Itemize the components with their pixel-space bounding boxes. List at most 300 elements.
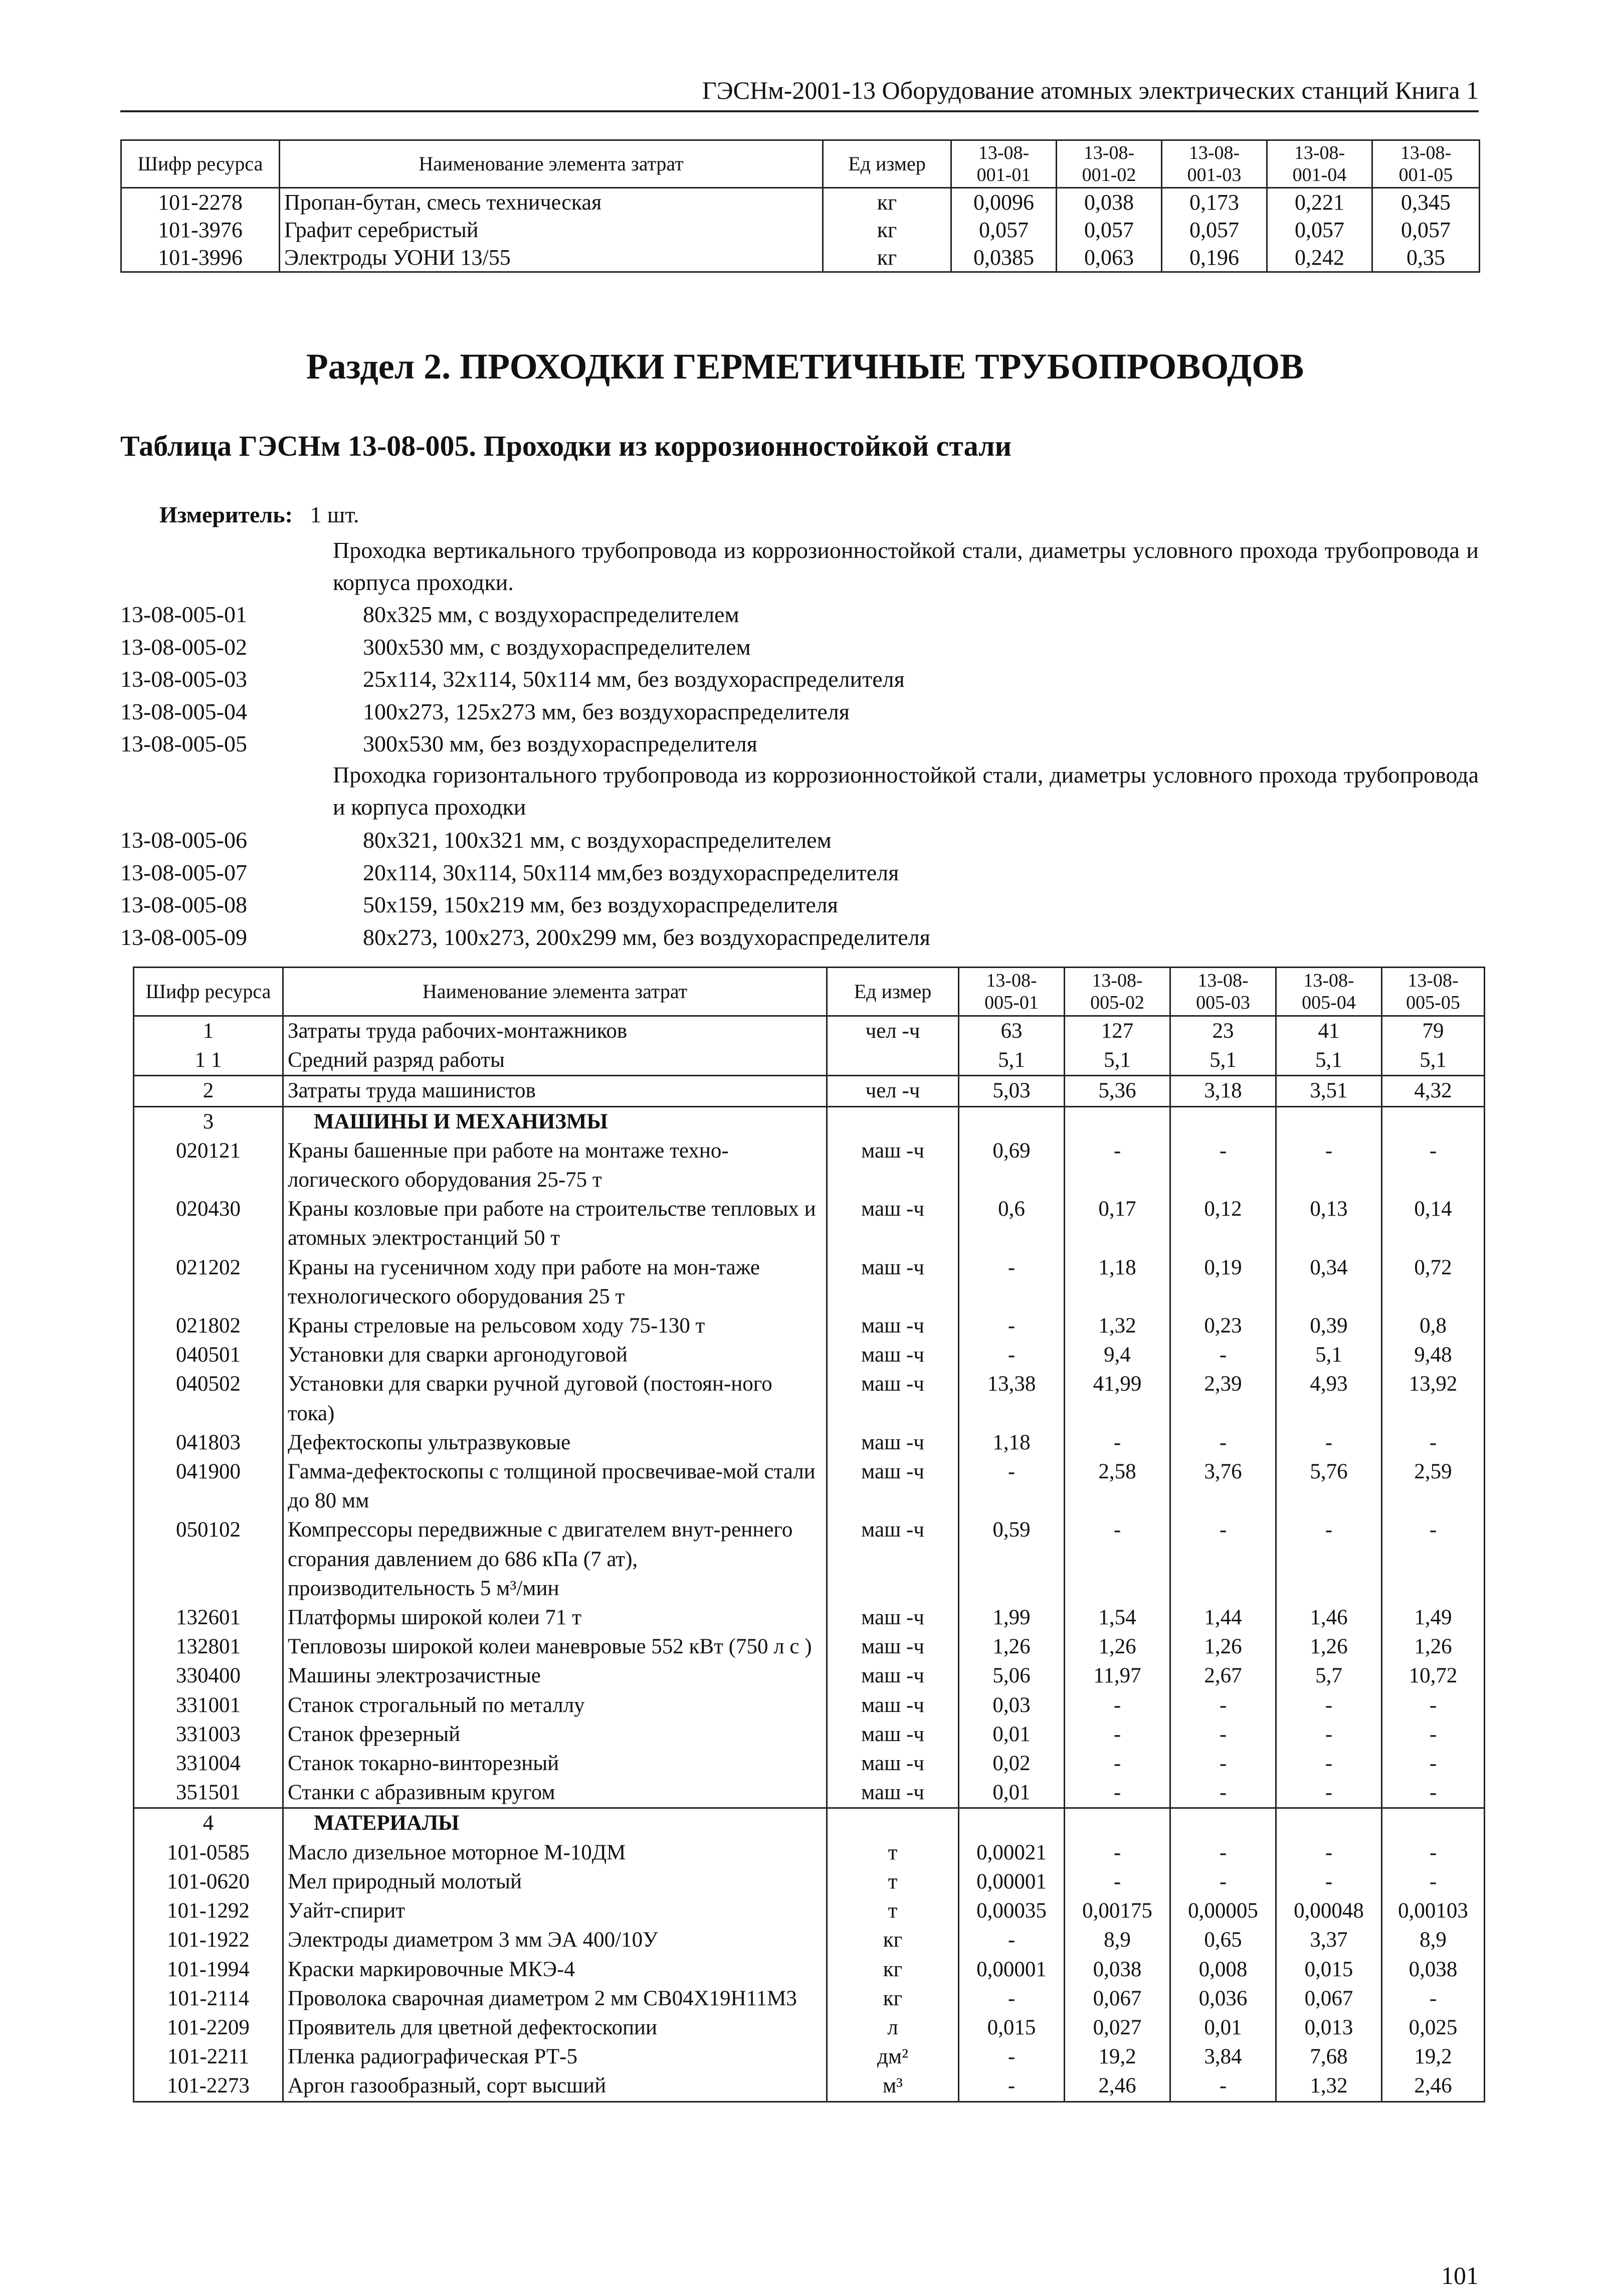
resource-code: 101-2273 — [134, 2071, 283, 2101]
resource-name: Дефектоскопы ультразвуковые — [283, 1428, 827, 1457]
resource-name: Средний разряд работы — [283, 1046, 827, 1076]
resource-unit: маш -ч — [827, 1515, 959, 1603]
norm-value: 0,063 — [1057, 244, 1162, 272]
norm-code: 13-08-005-04 — [120, 698, 247, 724]
resource-code: 101-2209 — [134, 2013, 283, 2042]
page-number: 101 — [1441, 2261, 1479, 2289]
resource-code: 101-0585 — [134, 1838, 283, 1867]
norm-value: 41,99 — [1065, 1370, 1170, 1428]
col-norm-header: 13-08- 005-05 — [1382, 968, 1485, 1016]
table-row — [134, 1515, 1485, 1603]
resource-name: Установки для сварки аргонодуговой — [283, 1341, 827, 1370]
resource-code: 2 — [134, 1076, 283, 1106]
norm-text: 300х530 мм, с воздухораспределителем — [363, 634, 751, 660]
norm-value — [959, 1106, 1065, 1136]
resource-code: 1 — [134, 1016, 283, 1046]
table-row — [134, 1136, 1485, 1195]
norm-text: 80х321, 100х321 мм, с воздухораспределителем — [363, 827, 832, 853]
norm-value: - — [1065, 1428, 1170, 1457]
norm-value: 0,72 — [1382, 1253, 1485, 1311]
norm-value: 0,03 — [959, 1691, 1065, 1720]
norm-value: - — [1276, 1778, 1382, 1808]
resource-code: 331003 — [134, 1720, 283, 1749]
norm-value: 0,23 — [1170, 1311, 1276, 1341]
norm-text: 25х114, 32х114, 50х114 мм, без воздухораспределителя — [363, 666, 905, 692]
norm-value — [959, 1808, 1065, 1838]
resource-code: 101-2211 — [134, 2042, 283, 2071]
norm-value: 1,32 — [1065, 1311, 1170, 1341]
norm-value — [1382, 1106, 1485, 1136]
resource-name: Машины электрозачистные — [283, 1661, 827, 1690]
norm-value: 0,036 — [1170, 1984, 1276, 2013]
norm-value: 1,18 — [1065, 1253, 1170, 1311]
table-row — [134, 1370, 1485, 1428]
norm-value: 0,038 — [1382, 1955, 1485, 1984]
norm-value: - — [1170, 1515, 1276, 1603]
resource-unit: л — [827, 2013, 959, 2042]
resource-unit: маш -ч — [827, 1749, 959, 1778]
table-row — [134, 1749, 1485, 1778]
norm-value: 4,93 — [1276, 1370, 1382, 1428]
table-row — [134, 1076, 1485, 1106]
resource-name: Станок строгальный по металлу — [283, 1691, 827, 1720]
norm-value: 0,01 — [1170, 2013, 1276, 2042]
norm-value: 0,00005 — [1170, 1896, 1276, 1926]
resource-code: 101-2114 — [134, 1984, 283, 2013]
resource-unit: кг — [823, 244, 951, 272]
norm-value: 19,2 — [1065, 2042, 1170, 2071]
table-row — [134, 1691, 1485, 1720]
norm-value: 0,14 — [1382, 1195, 1485, 1253]
norm-value: 1,46 — [1276, 1603, 1382, 1632]
col-unit-header: Ед измер — [827, 968, 959, 1016]
resource-name: МАТЕРИАЛЫ — [283, 1808, 827, 1838]
resource-code: 050102 — [134, 1515, 283, 1603]
resource-code: 331001 — [134, 1691, 283, 1720]
resource-unit: кг — [827, 1926, 959, 1955]
norm-value: 0,008 — [1170, 1955, 1276, 1984]
table-title: Таблица ГЭСНм 13-08-005. Проходки из коррозионностойкой стали — [120, 430, 1012, 462]
resource-name: Станок токарно-винторезный — [283, 1749, 827, 1778]
norm-value: - — [1065, 1691, 1170, 1720]
norm-value: 0,69 — [959, 1136, 1065, 1195]
table-row — [134, 1428, 1485, 1457]
norm-value: 0,00103 — [1382, 1896, 1485, 1926]
norm-value: 7,68 — [1276, 2042, 1382, 2071]
norm-value: 5,7 — [1276, 1661, 1382, 1690]
norm-value: 2,39 — [1170, 1370, 1276, 1428]
resource-unit: маш -ч — [827, 1778, 959, 1808]
resource-name: Компрессоры передвижные с двигателем внут-реннего сгорания давлением до 686 кПа (7 ат), производительность 5 м³/мин — [283, 1515, 827, 1603]
resource-unit — [827, 1046, 959, 1076]
norm-value: - — [1170, 1428, 1276, 1457]
resource-code: 3 — [134, 1106, 283, 1136]
norm-value: - — [959, 1341, 1065, 1370]
resource-name: Затраты труда машинистов — [283, 1076, 827, 1106]
norm-value: - — [959, 1253, 1065, 1311]
norm-value: 0,34 — [1276, 1253, 1382, 1311]
norm-value: 0,8 — [1382, 1311, 1485, 1341]
norm-value: 5,1 — [1276, 1046, 1382, 1076]
norm-value: 0,65 — [1170, 1926, 1276, 1955]
norm-value: - — [1065, 1749, 1170, 1778]
table-row — [134, 1984, 1485, 2013]
norm-entry — [120, 857, 899, 889]
norm-value: 5,36 — [1065, 1076, 1170, 1106]
norm-value: 0,0385 — [951, 244, 1057, 272]
table-row — [121, 216, 1480, 244]
resource-name: Краны башенные при работе на монтаже техно-логического оборудования 25-75 т — [283, 1136, 827, 1195]
resource-name: Аргон газообразный, сорт высший — [283, 2071, 827, 2101]
norm-value: 0,00048 — [1276, 1896, 1382, 1926]
resource-name: Тепловозы широкой колеи маневровые 552 кВт (750 л с ) — [283, 1632, 827, 1661]
resource-code: 132801 — [134, 1632, 283, 1661]
table-row — [134, 1046, 1485, 1076]
col-norm-header: 13-08- 005-04 — [1276, 968, 1382, 1016]
norm-value: 0,345 — [1372, 188, 1480, 217]
table-row — [134, 1778, 1485, 1808]
norm-value: 9,48 — [1382, 1341, 1485, 1370]
norm-value: 0,038 — [1057, 188, 1162, 217]
norm-text: 50х159, 150х219 мм, без воздухораспределителя — [363, 892, 838, 917]
table-row — [134, 1253, 1485, 1311]
resource-unit: маш -ч — [827, 1632, 959, 1661]
norm-value: 2,46 — [1065, 2071, 1170, 2101]
norm-value: 0,00001 — [959, 1867, 1065, 1896]
resource-unit: маш -ч — [827, 1341, 959, 1370]
table-row — [134, 1341, 1485, 1370]
resource-code: 101-3996 — [121, 244, 280, 272]
norm-entry — [120, 889, 838, 921]
norm-value: - — [959, 1926, 1065, 1955]
norm-value: 5,1 — [1170, 1046, 1276, 1076]
resource-name: МАШИНЫ И МЕХАНИЗМЫ — [283, 1106, 827, 1136]
norm-value: - — [1065, 1720, 1170, 1749]
norm-value: - — [959, 1984, 1065, 2013]
norm-value: - — [1276, 1749, 1382, 1778]
norm-value: - — [959, 2071, 1065, 2101]
table-row — [134, 1632, 1485, 1661]
resource-code: 020121 — [134, 1136, 283, 1195]
norm-value: 3,84 — [1170, 2042, 1276, 2071]
measure-unit: Измеритель: 1 шт. — [159, 502, 359, 527]
norm-value: - — [1170, 1720, 1276, 1749]
norm-code: 13-08-005-01 — [120, 602, 247, 627]
norm-text: 80х325 мм, с воздухораспределителем — [363, 602, 739, 627]
norm-value: 8,9 — [1065, 1926, 1170, 1955]
table-row — [134, 2013, 1485, 2042]
resource-code: 351501 — [134, 1778, 283, 1808]
norm-value: 1,26 — [1382, 1632, 1485, 1661]
norm-value: 0,242 — [1267, 244, 1372, 272]
table-row — [134, 1603, 1485, 1632]
resource-unit: маш -ч — [827, 1195, 959, 1253]
norm-value: 13,92 — [1382, 1370, 1485, 1428]
norm-value: 5,06 — [959, 1661, 1065, 1690]
norm-value: - — [1170, 1691, 1276, 1720]
resource-code: 021202 — [134, 1253, 283, 1311]
resource-unit: чел -ч — [827, 1016, 959, 1046]
norm-value: 2,67 — [1170, 1661, 1276, 1690]
norm-value: - — [1170, 1838, 1276, 1867]
norm-value: 0,057 — [1267, 216, 1372, 244]
resource-unit: маш -ч — [827, 1691, 959, 1720]
col-norm-header: 13-08- 001-04 — [1267, 140, 1372, 188]
norm-value: 0,038 — [1065, 1955, 1170, 1984]
description-horizontal: Проходка горизонтального трубопровода из коррозионностойкой стали, диаметры условного прохода трубопровода и корпуса проходки — [333, 762, 1479, 820]
norm-value: - — [1382, 1749, 1485, 1778]
norm-value: - — [1382, 1691, 1485, 1720]
norm-value: - — [1065, 1867, 1170, 1896]
norm-value: 1,26 — [959, 1632, 1065, 1661]
resource-code: 040502 — [134, 1370, 283, 1428]
table-row — [134, 1955, 1485, 1984]
resource-unit: маш -ч — [827, 1457, 959, 1515]
norm-value: - — [1065, 1515, 1170, 1603]
table-header-row — [134, 968, 1485, 1016]
table-row — [121, 244, 1480, 272]
resource-name: Затраты труда рабочих-монтажников — [283, 1016, 827, 1046]
norm-value: - — [1276, 1720, 1382, 1749]
resource-name: Установки для сварки ручной дуговой (постоян-ного тока) — [283, 1370, 827, 1428]
resource-name: Краски маркировочные МКЭ-4 — [283, 1955, 827, 1984]
norm-text: 300х530 мм, без воздухораспределителя — [363, 731, 757, 756]
norm-value: 1,26 — [1276, 1632, 1382, 1661]
col-norm-header: 13-08- 001-01 — [951, 140, 1057, 188]
norm-code: 13-08-005-08 — [120, 892, 247, 917]
resource-code: 101-0620 — [134, 1867, 283, 1896]
resource-name: Платформы широкой колеи 71 т — [283, 1603, 827, 1632]
norm-value: 0,221 — [1267, 188, 1372, 217]
norm-value: 0,057 — [1162, 216, 1267, 244]
norm-value: 0,00001 — [959, 1955, 1065, 1984]
resource-name: Уайт-спирит — [283, 1896, 827, 1926]
norm-value: 10,72 — [1382, 1661, 1485, 1690]
table-row — [134, 1867, 1485, 1896]
norm-value: 5,76 — [1276, 1457, 1382, 1515]
resource-unit: маш -ч — [827, 1428, 959, 1457]
norm-value: 0,067 — [1276, 1984, 1382, 2013]
resource-code: 1 1 — [134, 1046, 283, 1076]
norm-value: - — [1170, 1749, 1276, 1778]
norm-value — [1170, 1106, 1276, 1136]
resource-name: Масло дизельное моторное М-10ДМ — [283, 1838, 827, 1867]
norm-value: 1,99 — [959, 1603, 1065, 1632]
norm-value: - — [1170, 1778, 1276, 1808]
resource-unit: дм² — [827, 2042, 959, 2071]
norm-value: 5,1 — [1382, 1046, 1485, 1076]
col-norm-header: 13-08- 005-02 — [1065, 968, 1170, 1016]
norm-value: 63 — [959, 1016, 1065, 1046]
norm-entry — [120, 696, 850, 728]
norm-value: 5,03 — [959, 1076, 1065, 1106]
col-norm-header: 13-08- 001-05 — [1372, 140, 1480, 188]
resource-unit: т — [827, 1867, 959, 1896]
norm-value: - — [1382, 1428, 1485, 1457]
norm-value: 1,18 — [959, 1428, 1065, 1457]
norm-value: 3,76 — [1170, 1457, 1276, 1515]
norm-value — [1276, 1808, 1382, 1838]
col-unit-header: Ед измер — [823, 140, 951, 188]
norm-value: - — [1382, 1984, 1485, 2013]
norm-value: - — [1276, 1136, 1382, 1195]
norm-value: - — [959, 2042, 1065, 2071]
table-row — [134, 1896, 1485, 1926]
norm-value: 1,44 — [1170, 1603, 1276, 1632]
norm-value: - — [1276, 1428, 1382, 1457]
group-header-row — [134, 1106, 1485, 1136]
norm-entry — [120, 824, 832, 856]
resource-unit — [827, 1106, 959, 1136]
norm-value: 3,37 — [1276, 1926, 1382, 1955]
resource-unit: маш -ч — [827, 1311, 959, 1341]
resource-code: 101-1922 — [134, 1926, 283, 1955]
norm-text: 80х273, 100х273, 200х299 мм, без воздухораспределителя — [363, 924, 930, 950]
norm-value: 0,057 — [951, 216, 1057, 244]
col-name-header: Наименование элемента затрат — [280, 140, 823, 188]
norm-value: 23 — [1170, 1016, 1276, 1046]
norm-entry — [120, 599, 739, 631]
norm-text: 100х273, 125х273 мм, без воздухораспределителя — [363, 698, 850, 724]
norm-value: 19,2 — [1382, 2042, 1485, 2071]
col-norm-header: 13-08- 001-03 — [1162, 140, 1267, 188]
table-row — [134, 1311, 1485, 1341]
norm-value: 0,025 — [1382, 2013, 1485, 2042]
norm-value: - — [1170, 1341, 1276, 1370]
norm-value: 0,35 — [1372, 244, 1480, 272]
norm-value: 0,013 — [1276, 2013, 1382, 2042]
resource-unit: маш -ч — [827, 1603, 959, 1632]
norm-value: 2,58 — [1065, 1457, 1170, 1515]
norm-value: 79 — [1382, 1016, 1485, 1046]
norm-value — [1065, 1808, 1170, 1838]
norm-value: - — [1276, 1515, 1382, 1603]
resource-code: 041803 — [134, 1428, 283, 1457]
resource-table — [133, 967, 1485, 2102]
norm-value: 0,067 — [1065, 1984, 1170, 2013]
norm-value: 0,196 — [1162, 244, 1267, 272]
resource-name: Электроды УОНИ 13/55 — [280, 244, 823, 272]
norm-value — [1382, 1808, 1485, 1838]
table-row — [134, 1457, 1485, 1515]
table-row — [134, 1195, 1485, 1253]
resource-name: Гамма-дефектоскопы с толщиной просвечивае-мой стали до 80 мм — [283, 1457, 827, 1515]
table-row — [134, 2071, 1485, 2101]
resource-unit: т — [827, 1896, 959, 1926]
resource-unit: м³ — [827, 2071, 959, 2101]
resource-unit: маш -ч — [827, 1370, 959, 1428]
norm-entry — [120, 631, 751, 663]
norm-value: 5,1 — [1065, 1046, 1170, 1076]
table-row — [134, 1838, 1485, 1867]
resource-unit: маш -ч — [827, 1253, 959, 1311]
norm-value: 9,4 — [1065, 1341, 1170, 1370]
norm-value: - — [1276, 1838, 1382, 1867]
table-row — [134, 1720, 1485, 1749]
table-row — [134, 1016, 1485, 1046]
norm-value: 1,26 — [1170, 1632, 1276, 1661]
norm-value: 1,32 — [1276, 2071, 1382, 2101]
norm-value: 3,51 — [1276, 1076, 1382, 1106]
norm-value: - — [1382, 1515, 1485, 1603]
resource-code: 101-1292 — [134, 1896, 283, 1926]
norm-value: - — [1170, 1136, 1276, 1195]
norm-value: 1,26 — [1065, 1632, 1170, 1661]
col-norm-header: 13-08- 005-03 — [1170, 968, 1276, 1016]
norm-value — [1170, 1808, 1276, 1838]
norm-code: 13-08-005-02 — [120, 634, 247, 660]
resource-name: Краны стреловые на рельсовом ходу 75-130 т — [283, 1311, 827, 1341]
table-row — [134, 1661, 1485, 1690]
norm-value: 0,00175 — [1065, 1896, 1170, 1926]
norm-value: 3,18 — [1170, 1076, 1276, 1106]
norm-value: 0,19 — [1170, 1253, 1276, 1311]
norm-value: - — [1382, 1136, 1485, 1195]
norm-value: - — [1065, 1838, 1170, 1867]
resource-code: 101-2278 — [121, 188, 280, 217]
description-vertical: Проходка вертикального трубопровода из коррозионностойкой стали, диаметры условного прохода трубопровода и корпуса проходки. — [333, 537, 1479, 595]
resource-code: 330400 — [134, 1661, 283, 1690]
norm-value: 0,01 — [959, 1778, 1065, 1808]
group-header-row — [134, 1808, 1485, 1838]
resource-code: 020430 — [134, 1195, 283, 1253]
section-title: Раздел 2. ПРОХОДКИ ГЕРМЕТИЧНЫЕ ТРУБОПРОВОДОВ — [306, 346, 1304, 387]
norm-entry — [120, 728, 757, 760]
table-header-row — [121, 140, 1480, 188]
norm-value: 11,97 — [1065, 1661, 1170, 1690]
resource-code: 040501 — [134, 1341, 283, 1370]
table-row — [134, 2042, 1485, 2071]
norm-value: 0,01 — [959, 1720, 1065, 1749]
running-header: ГЭСНм-2001-13 Оборудование атомных электрических станций Книга 1 — [120, 75, 1479, 112]
norm-value: 0,057 — [1372, 216, 1480, 244]
norm-value: - — [1382, 1867, 1485, 1896]
norm-value: - — [1276, 1691, 1382, 1720]
resource-unit: чел -ч — [827, 1076, 959, 1106]
norm-value: - — [1170, 2071, 1276, 2101]
norm-value: 0,015 — [1276, 1955, 1382, 1984]
table-row — [121, 188, 1480, 217]
norm-value: 0,39 — [1276, 1311, 1382, 1341]
resource-name: Электроды диаметром 3 мм ЭА 400/10У — [283, 1926, 827, 1955]
norm-value: 0,00021 — [959, 1838, 1065, 1867]
resource-code: 4 — [134, 1808, 283, 1838]
norm-code: 13-08-005-05 — [120, 731, 247, 756]
table-continuation — [120, 139, 1480, 273]
norm-value — [1065, 1106, 1170, 1136]
resource-name: Мел природный молотый — [283, 1867, 827, 1896]
norm-value: 0,13 — [1276, 1195, 1382, 1253]
norm-value: - — [1065, 1136, 1170, 1195]
norm-value: 0,00035 — [959, 1896, 1065, 1926]
resource-unit: кг — [827, 1955, 959, 1984]
norm-value: 0,027 — [1065, 2013, 1170, 2042]
resource-code: 331004 — [134, 1749, 283, 1778]
resource-code: 132601 — [134, 1603, 283, 1632]
norm-value — [1276, 1106, 1382, 1136]
resource-unit: маш -ч — [827, 1661, 959, 1690]
norm-value: - — [1276, 1867, 1382, 1896]
norm-value: 0,17 — [1065, 1195, 1170, 1253]
norm-value: - — [1382, 1720, 1485, 1749]
norm-value: 4,32 — [1382, 1076, 1485, 1106]
col-norm-header: 13-08- 001-02 — [1057, 140, 1162, 188]
resource-name: Пленка радиографическая РТ-5 — [283, 2042, 827, 2071]
resource-name: Краны козловые при работе на строительстве тепловых и атомных электростанций 50 т — [283, 1195, 827, 1253]
col-name-header: Наименование элемента затрат — [283, 968, 827, 1016]
norm-value: - — [1382, 1778, 1485, 1808]
norm-value: 5,1 — [959, 1046, 1065, 1076]
